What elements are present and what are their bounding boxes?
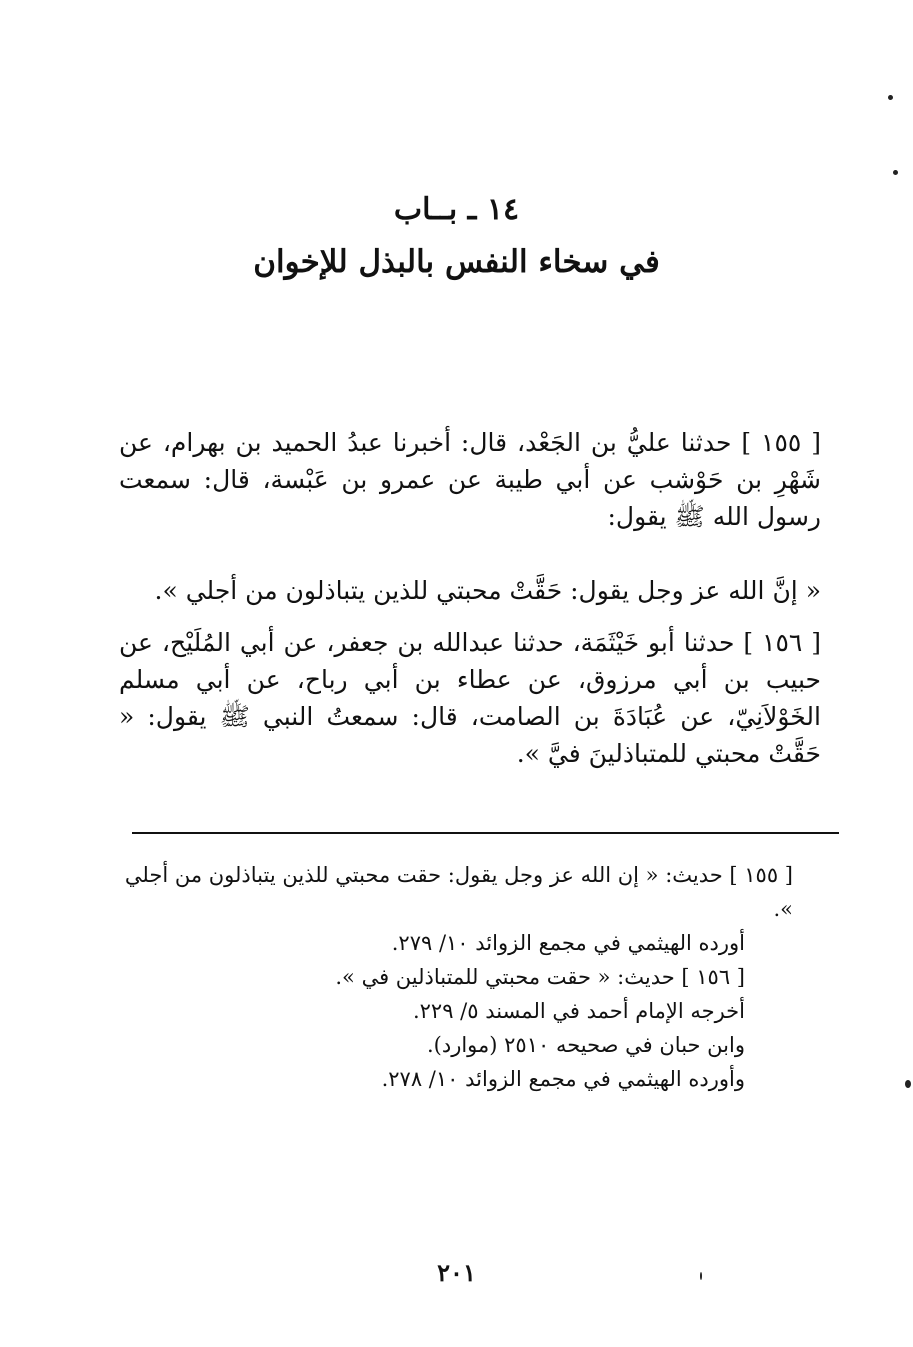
hadith-155: [ ١٥٥ ] حدثنا عليُّ بن الجَعْد، قال: أخبرنا عبدُ الحميد بن بهرام، عن شَهْرِ بن حَوْشب عن أبي طيبة عن عمرو بن عَبْسة، قال: سمعت رسول الله ﷺ يقول: <box>119 428 822 531</box>
footnote-156-source-1: أخرجه الإمام أحمد في المسند ٥/ ٢٢٩. <box>412 999 745 1023</box>
footnote-divider <box>132 832 839 834</box>
scan-speck <box>700 1272 702 1280</box>
chapter-number: ١٤ ـ بــاب <box>393 192 520 227</box>
footnote-156-title: [ ١٥٦ ] حديث: « حقت محبتي للمتباذلين في ». <box>335 965 745 989</box>
footnotes <box>103 858 793 1096</box>
chapter-title: في سخاء النفس بالبذل للإخوان <box>253 244 660 280</box>
footnote-156-source-3: وأورده الهيثمي في مجمع الزوائد ١٠/ ٢٧٨. <box>381 1067 745 1091</box>
hadith-156: [ ١٥٦ ] حدثنا أبو خَيْثَمَة، حدثنا عبدالله بن جعفر، عن أبي المُلَيْح، عن حبيب بن أبي مرزوق، عن عطاء بن أبي رباح، عن أبي مسلم الخَوْلاَنِيّ، عن عُبَادَةَ بن الصامت، قال: سمعتُ النبي ﷺ يقول: « حَقَّتْ محبتي للمتباذلينَ فيَّ ». <box>119 628 822 768</box>
scan-speck <box>893 170 898 175</box>
scan-speck <box>905 1080 911 1088</box>
footnote-156-source-2: وابن حبان في صحيحه ٢٥١٠ (موارد). <box>426 1033 745 1057</box>
page-number: ٢٠١ <box>437 1258 476 1287</box>
scan-speck <box>888 95 893 100</box>
hadith-155-quote: « إنَّ الله عز وجل يقول: حَقَّتْ محبتي للذين يتباذلون من أجلي ». <box>154 576 821 605</box>
footnote-155-title: [ ١٥٥ ] حديث: « إن الله عز وجل يقول: حقت محبتي للذين يتباذلون من أجلي ». <box>124 863 793 921</box>
footnote-155-source: أورده الهيثمي في مجمع الزوائد ١٠/ ٢٧٩. <box>391 931 745 955</box>
